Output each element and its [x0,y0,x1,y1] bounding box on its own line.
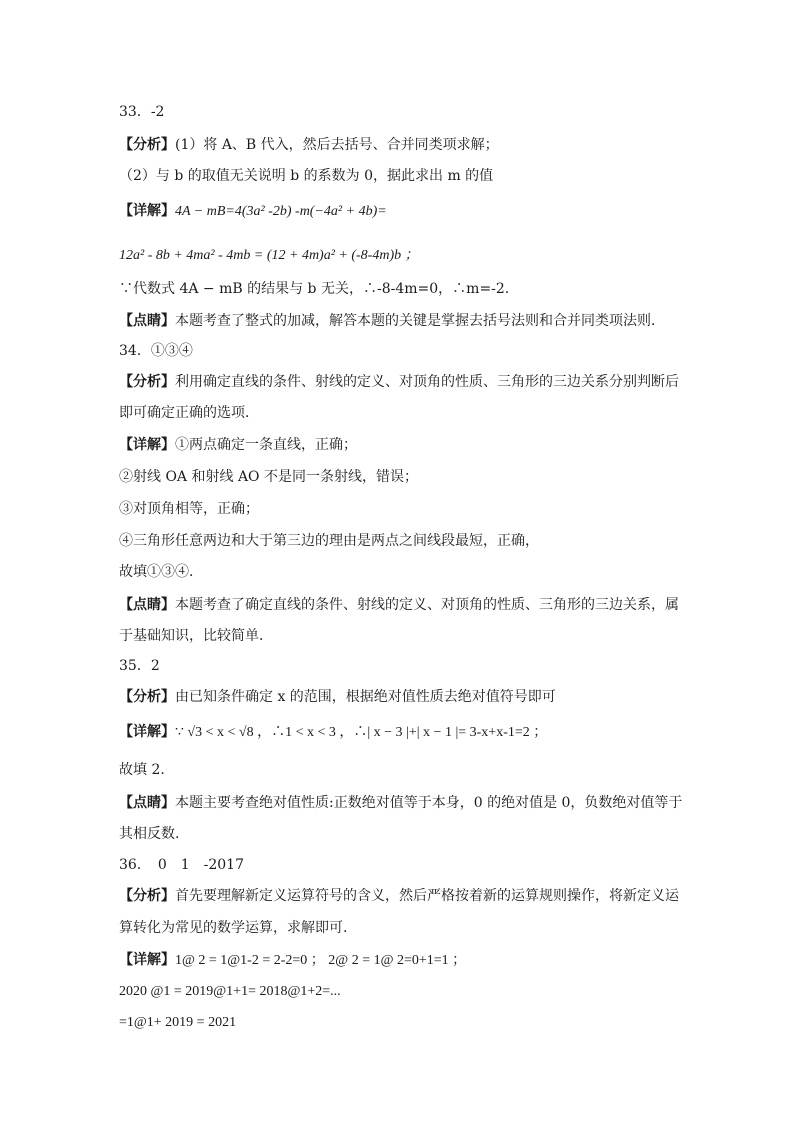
q35-comment: 【点睛】本题主要考查绝对值性质:正数绝对值等于本身，0 的绝对值是 0，负数绝对值等于 [119,795,683,811]
q34-detail-4: ④三角形任意两边和大于第三边的理由是两点之间线段最短，正确， [119,533,539,549]
q33-number: 33．-2 [119,104,165,120]
q33-comment: 【点睛】本题考查了整式的加减，解答本题的关键是掌握去括号法则和合并同类项法则． [119,313,665,329]
formula: 12a² - 8b + 4ma² - 4mb = (12 + 4m)a² + (-8-4m)b ； [119,248,419,263]
comment-tag: 【点睛】 [119,795,175,811]
q35-comment-2: 其相反数. [119,826,180,842]
q35-number: 35．2 [119,658,160,674]
q34-comment-2: 于基础知识，比较简单． [119,628,273,644]
formula: ∵ √3 < x < √8 ，∴1 < x < 3 ，∴| x − 3 |+| x − 1 |= 3-x+x-1=2 ； [175,725,548,740]
q34-analysis-2: 即可确定正确的选项． [119,405,259,421]
analysis-tag: 【分析】 [119,689,175,705]
q36-detail [119,951,466,970]
q33-detail [119,202,387,221]
q33-conclusion: ∵代数式 4A − mB 的结果与 b 无关，∴-8-4m=0，∴m=-2. [119,281,510,297]
detail-tag: 【详解】 [119,724,175,740]
q36-detail-2 [119,982,341,1001]
q33-analysis-2: （2）与 b 的取值无关说明 b 的系数为 0，据此求出 m 的值 [119,168,494,184]
comment-tag: 【点睛】 [119,313,175,329]
q34-number: 34．①③④ [119,343,193,359]
formula: =1@1+ 2019 = 2021 [119,1015,237,1030]
q35-detail [119,723,547,742]
q34-comment: 【点睛】本题考查了确定直线的条件、射线的定义、对顶角的性质、三角形的三边关系，属 [119,597,679,613]
q34-analysis: 【分析】利用确定直线的条件、射线的定义、对顶角的性质、三角形的三边关系分别判断后 [119,374,679,390]
q34-detail-2: ②射线 OA 和射线 AO 不是同一条射线，错误； [119,469,418,485]
detail-tag: 【详解】 [119,952,175,968]
analysis-tag: 【分析】 [119,137,175,153]
analysis-tag: 【分析】 [119,888,175,904]
comment-tag: 【点睛】 [119,597,175,613]
q36-number: 36． 0 1 -2017 [119,857,244,873]
q34-detail: 【详解】①两点确定一条直线，正确； [119,437,357,453]
q35-answer: 故填 2. [119,762,165,778]
q36-analysis: 【分析】首先要理解新定义运算符号的含义，然后严格按着新的运算规则操作，将新定义运 [119,888,679,904]
detail-tag: 【详解】 [119,437,175,453]
q33-detail-eq2 [119,246,419,265]
formula: 1@ 2 = 1@1-2 = 2-2=0 ； 2@ 2 = 1@ 2=0+1=1 ； [175,953,467,968]
q33-analysis: 【分析】(1）将 A、B 代入，然后去括号、合并同类项求解； [119,137,499,153]
q35-analysis: 【分析】由已知条件确定 x 的范围，根据绝对值性质去绝对值符号即可 [119,689,556,705]
q34-detail-3: ③对顶角相等，正确； [119,501,259,517]
formula: 4A − mB=4(3a² -2b) -m(−4a² + 4b)= [175,204,387,219]
formula: 2020 @1 = 2019@1+1= 2018@1+2=... [119,984,341,999]
analysis-tag: 【分析】 [119,374,175,390]
q36-detail-3 [119,1013,236,1032]
detail-tag: 【详解】 [119,203,175,219]
q36-analysis-2: 算转化为常见的数学运算，求解即可. [119,920,348,936]
q34-answer: 故填①③④. [119,564,194,580]
